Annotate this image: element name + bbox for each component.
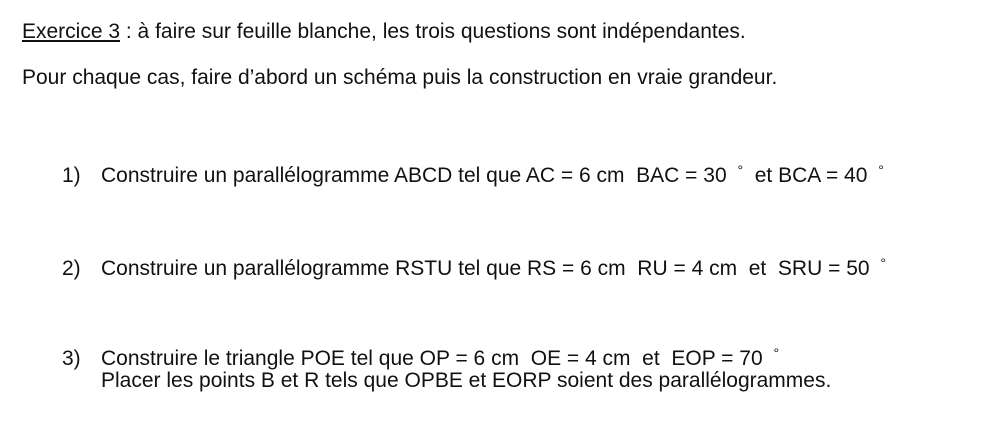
question-3 [62, 341, 779, 371]
degree-symbol: ° [773, 345, 780, 361]
question-3-line-2: Placer les points B et R tels que OPBE et EORP soient des parallélogrammes. [101, 369, 832, 392]
question-1 [62, 158, 884, 188]
question-1-text-2: et BCA = 40 [743, 164, 874, 187]
degree-symbol: ° [878, 162, 884, 178]
question-3-number: 3) [62, 347, 81, 370]
intro-text: Pour chaque cas, faire d’abord un schéma puis la construction en vraie grandeur. [22, 66, 778, 89]
question-3-text: Construire le triangle POE tel que OP = 6 cm OE = 4 cm et EOP = 70 [101, 347, 769, 370]
exercise-instructions: : à faire sur feuille blanche, les trois questions sont indépendantes. [120, 20, 746, 43]
question-2-text: Construire un parallélogramme RSTU tel que RS = 6 cm RU = 4 cm et SRU = 50 [101, 257, 876, 280]
question-1-text: Construire un parallélogramme ABCD tel que AC = 6 cm BAC = 30 [101, 164, 733, 187]
question-2-number: 2) [62, 257, 81, 280]
exercise-title [22, 20, 746, 44]
question-1-number: 1) [62, 164, 81, 187]
question-2 [62, 251, 886, 281]
degree-symbol: ° [880, 255, 886, 271]
exercise-label: Exercice 3 [22, 20, 121, 43]
degree-symbol: ° [737, 162, 744, 178]
